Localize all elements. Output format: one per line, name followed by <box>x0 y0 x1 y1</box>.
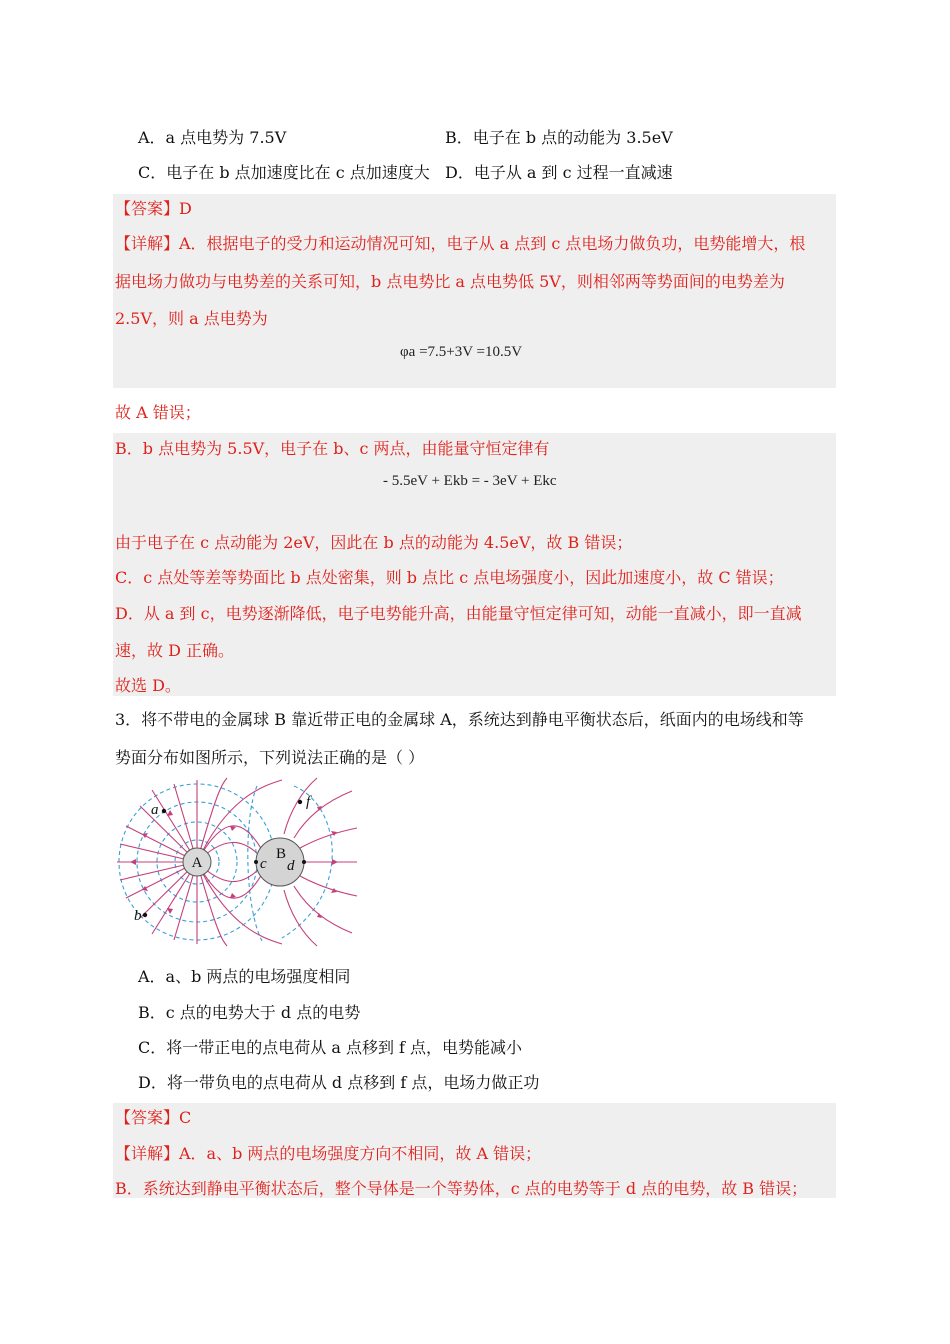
q2-a-conclusion: 故 A 错误； <box>115 403 201 422</box>
q2-final: 故选 D。 <box>115 676 181 695</box>
point-d-label: d <box>287 858 295 874</box>
q3-detail-line1: 【详解】A．a、b 两点的电场强度方向不相同，故 A 错误； <box>115 1144 542 1163</box>
q3-option-a: A．a、b 两点的电场强度相同 <box>138 967 351 986</box>
point-a-label: a <box>151 802 159 818</box>
q2-answer: 【答案】D <box>115 199 192 218</box>
q2-option-b: B．电子在 b 点的动能为 3.5eV <box>445 128 673 147</box>
q3-stem-line1: 3．将不带电的金属球 B 靠近带正电的金属球 A，系统达到静电平衡状态后，纸面内的电场线和等 <box>115 710 804 729</box>
point-c-label: c <box>260 856 267 872</box>
point-f-label: f <box>306 794 311 810</box>
q3-option-d: D．将一带负电的点电荷从 d 点移到 f 点，电场力做正功 <box>138 1073 540 1092</box>
point-b-label: b <box>134 908 142 924</box>
q2-detail-line1: 【详解】A．根据电子的受力和运动情况可知，电子从 a 点到 c 点电场力做负功，电势能增大，根 <box>115 234 806 253</box>
q2-b-line2: 由于电子在 c 点动能为 2eV，因此在 b 点的动能为 4.5eV，故 B 错误； <box>115 533 633 552</box>
q3-answer: 【答案】C <box>115 1108 192 1127</box>
q3-stem-line2: 势面分布如图所示，下列说法正确的是（ ） <box>115 748 425 767</box>
q2-option-a: A．a 点电势为 7.5V <box>138 128 287 147</box>
q2-c-line: C．c 点处等差等势面比 b 点处密集，则 b 点比 c 点电场强度小，因此加速度小，故 C 错误； <box>115 568 784 587</box>
electric-field-figure <box>112 776 362 948</box>
q3-detail-line2: B．系统达到静电平衡状态后，整个导体是一个等势体，c 点的电势等于 d 点的电势，故 B 错误； <box>115 1179 808 1198</box>
q2-equation-energy: - 5.5eV + Ekb = - 3eV + Ekc <box>383 473 557 489</box>
q2-d-line2: 速，故 D 正确。 <box>115 641 235 660</box>
sphere-a <box>183 848 211 876</box>
q2-b-line1: B．b 点电势为 5.5V，电子在 b、c 两点，由能量守恒定律有 <box>115 439 550 458</box>
sphere-b-label: B <box>275 846 287 862</box>
q2-option-d: D．电子从 a 到 c 过程一直减速 <box>445 163 673 182</box>
q3-option-c: C．将一带正电的点电荷从 a 点移到 f 点，电势能减小 <box>138 1038 523 1057</box>
q3-option-b: B．c 点的电势大于 d 点的电势 <box>138 1003 361 1022</box>
q2-detail-line3: 2.5V，则 a 点电势为 <box>115 309 268 328</box>
q2-detail-line2: 据电场力做功与电势差的关系可知，b 点电势比 a 点电势低 5V，则相邻两等势面间的电势差为 <box>115 272 785 291</box>
q2-option-c: C．电子在 b 点加速度比在 c 点加速度大 <box>138 163 430 182</box>
sphere-a-label: A <box>191 855 203 871</box>
q2-equation-phi-a: φa =7.5+3V =10.5V <box>400 344 523 360</box>
q2-d-line1: D．从 a 到 c，电势逐渐降低，电子电势能升高，由能量守恒定律可知，动能一直减小，即一直减 <box>115 604 802 623</box>
